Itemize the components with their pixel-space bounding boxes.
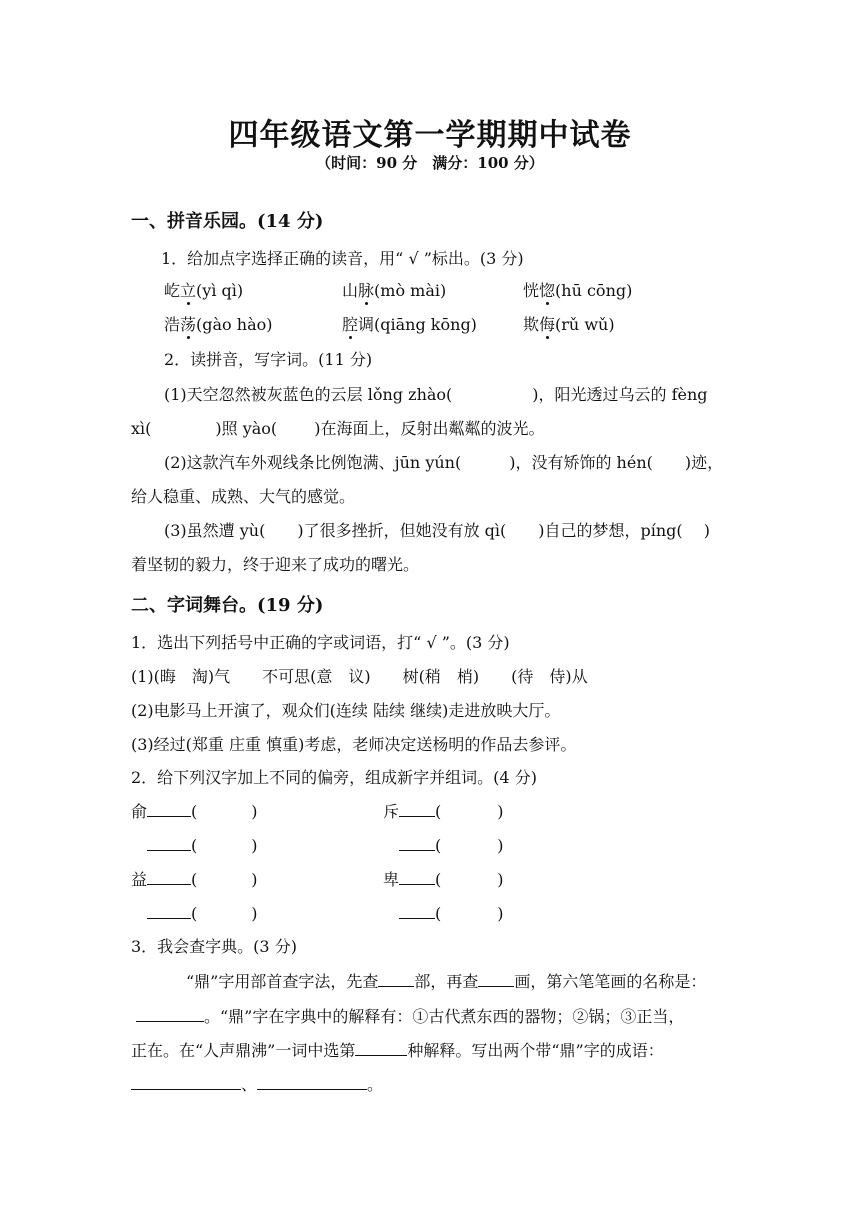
radical-row: 卑 ( ) — [383, 870, 504, 889]
pinyin-item: 腔调(qiāng kōng) — [342, 315, 477, 334]
s2-q3-prompt: 3．我会查字典。(3 分) — [131, 937, 297, 956]
s1-q1-prompt: 1．给加点字选择正确的读音，用“ √ ”标出。(3 分) — [161, 249, 524, 268]
pinyin-item: 恍惚(hū cōng) — [523, 281, 633, 300]
pinyin-item: 欺侮(rǔ wǔ) — [523, 315, 615, 334]
s2-q3-line: “鼎”字用部首查字法，先查 部，再查 画，第六笔笔画的名称是： — [186, 972, 707, 991]
radical-row: ( ) — [383, 836, 504, 856]
s1-q2-line: (2)这款汽车外观线条比例饱满、jūn yún( )，没有矫饰的 hén( )迹， — [164, 453, 724, 472]
s2-q1-line: (2)电影马上开演了，观众们(连续 陆续 继续)走进放映大厅。 — [131, 701, 561, 720]
s1-q2-line: xì( )照 yào( )在海面上，反射出粼粼的波光。 — [131, 419, 545, 438]
pinyin-item: 屹立(yì qì) — [164, 281, 244, 300]
s1-q2-line: (3)虽然遭 yù( )了很多挫折，但她没有放 qì( )自己的梦想，píng( ) — [164, 521, 710, 540]
section-2-heading: 二、字词舞台。(19 分) — [131, 595, 324, 616]
s2-q2-prompt: 2．给下列汉字加上不同的偏旁，组成新字并组词。(4 分) — [131, 768, 537, 787]
s1-q2-line: 着坚韧的毅力，终于迎来了成功的曙光。 — [131, 555, 420, 574]
s2-q1-prompt: 1．选出下列括号中正确的字或词语，打“ √ ”。(3 分) — [131, 633, 510, 652]
page-title: 四年级语文第一学期期中试卷 — [228, 118, 632, 153]
section-1-heading: 一、拼音乐园。(14 分) — [131, 211, 324, 232]
s2-q3-line: 、 。 — [131, 1075, 383, 1095]
radical-row: ( ) — [131, 836, 258, 856]
pinyin-item: 山脉(mò mài) — [342, 281, 447, 300]
s1-q2-prompt: 2．读拼音，写字词。(11 分) — [164, 350, 373, 369]
s2-q3-line: 正在。在“人声鼎沸”一词中选第 种解释。写出两个带“鼎”字的成语： — [131, 1041, 664, 1060]
s1-q2-line: (1)天空忽然被灰蓝色的云层 lǒng zhào( )，阳光透过乌云的 fèng — [164, 385, 708, 404]
s2-q1-line: (3)经过(郑重 庄重 慎重)考虑，老师决定送杨明的作品去参评。 — [131, 735, 577, 754]
radical-row: ( ) — [131, 904, 258, 924]
exam-info: （时间：90 分 满分：100 分） — [316, 154, 544, 172]
s1-q2-line: 给人稳重、成熟、大气的感觉。 — [131, 487, 356, 506]
s2-q3-line: 。“鼎”字在字典中的解释有：①古代煮东西的器物；②锅；③正当， — [136, 1007, 684, 1027]
s2-q1-line: (1)(晦 淘)气 不可思(意 议) 树(稍 梢) (待 侍)从 — [131, 667, 588, 686]
radical-row: 俞 ( ) — [131, 802, 258, 821]
radical-row: 斥 ( ) — [383, 802, 504, 821]
pinyin-item: 浩荡(gào hào) — [164, 315, 273, 334]
radical-row: ( ) — [383, 904, 504, 924]
radical-row: 益 ( ) — [131, 870, 258, 889]
